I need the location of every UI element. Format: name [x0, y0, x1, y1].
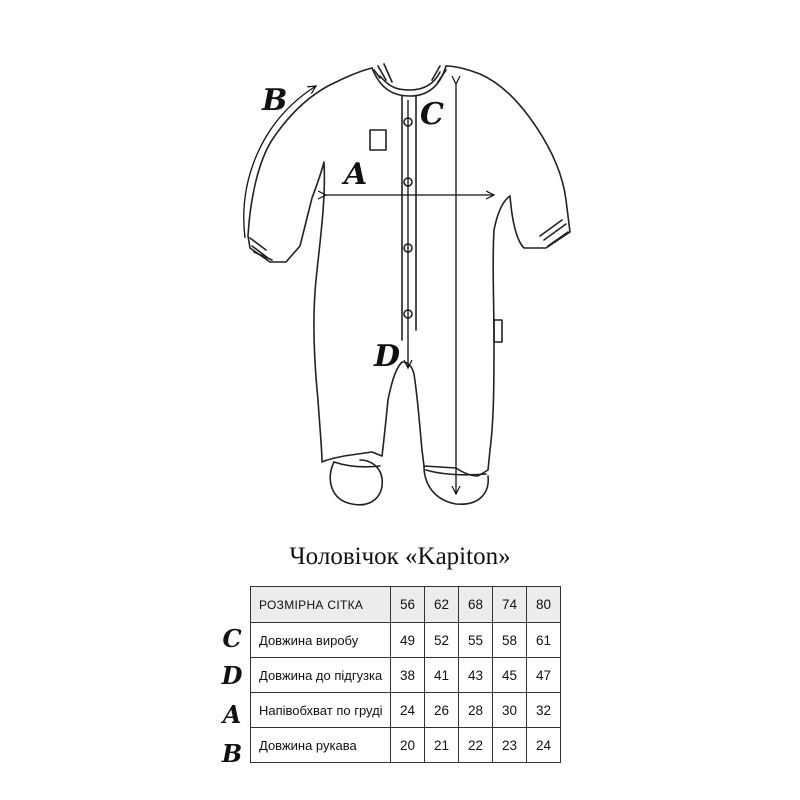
table-cell: 24 [391, 693, 425, 728]
table-row [251, 693, 561, 728]
table-cell: 24 [527, 728, 561, 763]
marker-b-label: B [262, 83, 288, 118]
size-chart-table [250, 586, 561, 763]
row-label: Довжина виробу [251, 623, 391, 658]
table-header-row [251, 587, 561, 623]
row-marker-b: B [221, 739, 243, 768]
table-cell: 58 [493, 623, 527, 658]
placket [402, 96, 416, 340]
table-cell: 22 [459, 728, 493, 763]
side-tag [494, 320, 502, 342]
table-row [251, 623, 561, 658]
table-cell: 49 [391, 623, 425, 658]
row-marker-d: D [221, 661, 243, 690]
table-cell: 41 [425, 658, 459, 693]
table-cell: 23 [493, 728, 527, 763]
table-row [251, 728, 561, 763]
collar [372, 66, 446, 96]
table-row [251, 658, 561, 693]
row-label: Довжина до підгузка [251, 658, 391, 693]
row-marker-c: C [222, 624, 242, 653]
table-cell: 21 [425, 728, 459, 763]
label-patch [370, 130, 386, 150]
table-header-label: РОЗМІРНА СІТКА [251, 587, 391, 623]
table-cell: 26 [425, 693, 459, 728]
size-header: 62 [425, 587, 459, 623]
marker-c-label: C [420, 97, 444, 132]
romper-outline [248, 66, 570, 476]
marker-a-label: A [344, 157, 368, 192]
row-marker-a: A [222, 700, 242, 729]
table-cell: 32 [527, 693, 561, 728]
table-cell: 61 [527, 623, 561, 658]
table-cell: 38 [391, 658, 425, 693]
table-cell: 28 [459, 693, 493, 728]
table-cell: 20 [391, 728, 425, 763]
row-label: Напівобхват по груді [251, 693, 391, 728]
row-label: Довжина рукава [251, 728, 391, 763]
size-header: 68 [459, 587, 493, 623]
table-cell: 47 [527, 658, 561, 693]
marker-d-label: D [374, 339, 401, 374]
size-header: 80 [527, 587, 561, 623]
table-cell: 52 [425, 623, 459, 658]
size-header: 56 [391, 587, 425, 623]
product-title: Чоловічок «Kapiton» [289, 543, 511, 570]
table-cell: 45 [493, 658, 527, 693]
table-cell: 30 [493, 693, 527, 728]
table-cell: 55 [459, 623, 493, 658]
table-cell: 43 [459, 658, 493, 693]
size-header: 74 [493, 587, 527, 623]
